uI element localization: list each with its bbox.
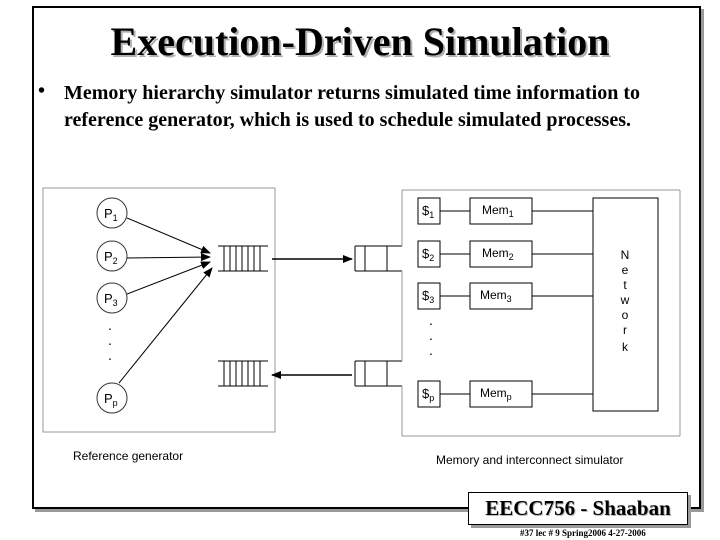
network-letter-0: N [620, 248, 630, 262]
mem-2-sub: 2 [508, 252, 514, 262]
memory-dot-2: . [429, 327, 433, 343]
processor-p3-label: P [104, 291, 113, 306]
mem-3-label: Mem [480, 288, 507, 302]
processor-pp-label: P [104, 391, 113, 406]
simulator-outgoing-queue [355, 361, 402, 386]
bullet-text: Memory hierarchy simulator returns simulated time information to reference generator, which is used to schedule simulated processes. [64, 82, 641, 131]
slide-title: Execution-Driven Simulation [110, 19, 610, 64]
footer-meta: #37 lec # 9 Spring2006 4-27-2006 [520, 528, 646, 538]
cache-p-label: $ [422, 386, 430, 401]
processor-ellipsis [108, 317, 112, 363]
simulator-caption: Memory and interconnect simulator [436, 453, 624, 467]
network-letter-5: r [623, 323, 627, 337]
cache-3-label: $ [422, 288, 430, 303]
processor-p1 [97, 198, 127, 228]
mem-2-label: Mem [482, 246, 509, 260]
network-letter-4: o [621, 308, 629, 322]
processor-dot-1: . [108, 317, 112, 333]
memory-dot-1: . [429, 312, 433, 328]
cache-row-p [418, 381, 593, 407]
processor-pp-sub: p [112, 398, 118, 408]
processor-p2 [97, 241, 127, 271]
generator-outgoing-queue [218, 246, 268, 271]
processor-pp [97, 383, 127, 413]
memory-dot-3: . [429, 342, 433, 358]
arrow-p3-queue [127, 262, 210, 294]
mem-p-sub: p [506, 392, 512, 402]
cache-2-sub: 2 [429, 253, 435, 263]
reference-generator-caption: Reference generator [73, 449, 184, 463]
processor-p2-sub: 2 [112, 256, 118, 266]
bullet-dot: • [38, 80, 46, 102]
cache-p-sub: p [429, 393, 435, 403]
processor-p3 [97, 283, 127, 313]
processor-dot-3: . [108, 347, 112, 363]
memory-ellipsis [429, 312, 433, 358]
arrow-pp-queue [119, 268, 212, 383]
cache-row-2 [418, 241, 593, 267]
network-letter-6: k [622, 340, 628, 354]
cache-row-3 [418, 283, 593, 309]
network-letter-1: e [621, 263, 629, 277]
processor-dot-2: . [108, 332, 112, 348]
cache-1-sub: 1 [429, 210, 435, 220]
mem-3-sub: 3 [506, 294, 512, 304]
network-letter-3: w [620, 293, 630, 307]
mem-1-label: Mem [482, 203, 509, 217]
mem-p-label: Mem [480, 386, 507, 400]
cache-1-label: $ [422, 203, 430, 218]
course-footer: EECC756 - Shaaban [468, 492, 688, 525]
reference-generator-box [43, 188, 275, 432]
network-letter-2: t [623, 278, 627, 292]
cache-row-1 [418, 198, 593, 224]
mem-1-sub: 1 [508, 209, 514, 219]
generator-incoming-queue [218, 361, 268, 386]
processor-p1-label: P [104, 206, 113, 221]
processor-p3-sub: 3 [112, 298, 118, 308]
simulator-incoming-queue [355, 246, 402, 271]
processor-p1-sub: 1 [112, 213, 118, 223]
cache-2-label: $ [422, 246, 430, 261]
cache-3-sub: 3 [429, 295, 435, 305]
arrow-p2-queue [127, 257, 210, 258]
arrow-p1-queue [127, 218, 210, 253]
processor-p2-label: P [104, 249, 113, 264]
